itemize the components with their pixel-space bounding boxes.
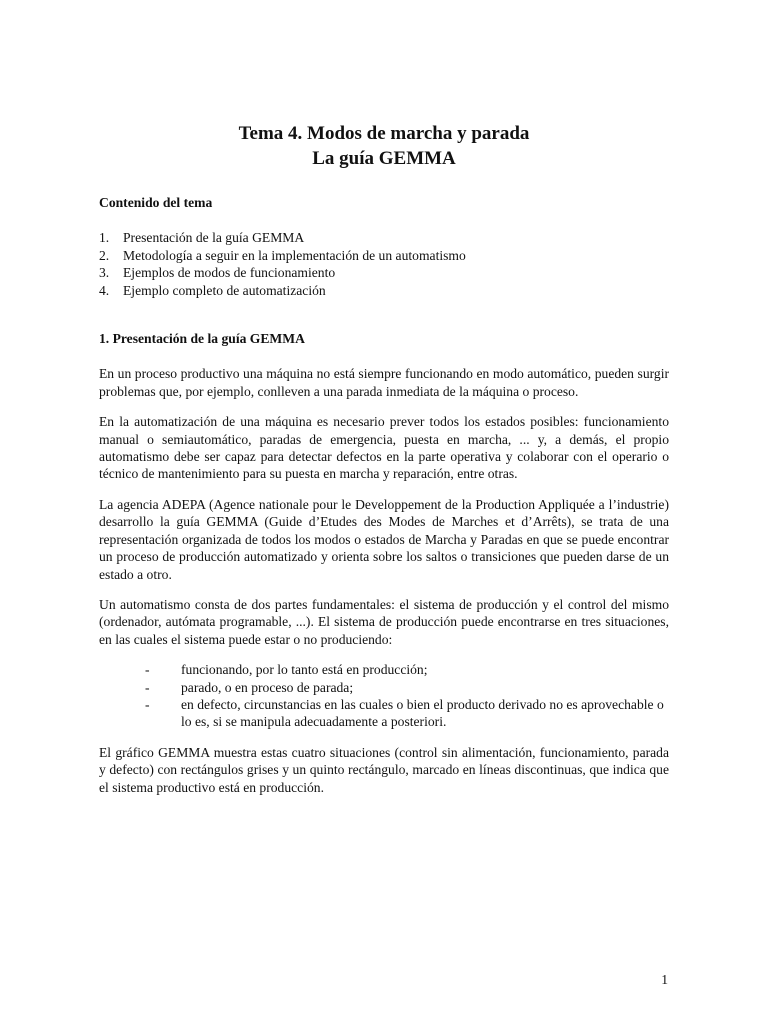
body-paragraph: En la automatización de una máquina es necesario prever todos los estados posibles: funcionamiento manual o semiautomático, paradas de emergencia, puesta en marcha, ... y, a demás, el propio automatismo debe ser capaz para detectar defectos en la parte operativa y colaborar con el operario o técnico de mantenimiento para su puesta en marcha y reparación, entre otras. bbox=[99, 414, 669, 482]
table-of-contents bbox=[99, 229, 669, 299]
page-number: 1 bbox=[661, 972, 668, 987]
list-item-text: parado, o en proceso de parada; bbox=[181, 679, 354, 695]
body-paragraph: Un automatismo consta de dos partes fundamentales: el sistema de producción y el control del mismo (ordenador, autómata programable, ...). El sistema de producción puede encontrarse en tres situaciones, en las cuales el sistema puede estar o no produciendo: bbox=[99, 596, 669, 647]
list-bullet: - bbox=[145, 679, 150, 695]
list-item-text: en defecto, circunstancias en las cuales o bien el producto derivado no es aprovechable o lo es, si se manipula adecuadamente a posteriori. bbox=[181, 696, 664, 730]
list-item bbox=[145, 661, 669, 678]
list-item-text: funcionando, por lo tanto está en producción; bbox=[181, 662, 428, 678]
title-line-1: Tema 4. Modos de marcha y parada bbox=[238, 123, 530, 144]
toc-item-text: Ejemplo completo de automatización bbox=[123, 282, 326, 298]
body-paragraph: En un proceso productivo una máquina no está siempre funcionando en modo automático, pueden surgir problemas que, por ejemplo, conlleven a una parada inmediata de la máquina o proceso. bbox=[99, 366, 669, 399]
toc-item bbox=[99, 264, 669, 281]
section-heading: 1. Presentación de la guía GEMMA bbox=[99, 331, 305, 347]
toc-item-text: Metodología a seguir en la implementación de un automatismo bbox=[123, 247, 466, 263]
document-title bbox=[0, 121, 768, 171]
list-item bbox=[145, 679, 669, 696]
contents-heading: Contenido del tema bbox=[99, 195, 213, 210]
toc-item-text: Ejemplos de modos de funcionamiento bbox=[123, 265, 336, 281]
toc-item-number: 4. bbox=[99, 282, 110, 298]
list-bullet: - bbox=[145, 696, 150, 712]
toc-item-number: 2. bbox=[99, 247, 110, 263]
toc-item-number: 3. bbox=[99, 265, 110, 281]
list-bullet: - bbox=[145, 662, 150, 678]
document-body bbox=[99, 194, 669, 796]
toc-item-number: 1. bbox=[99, 230, 110, 246]
body-paragraph: La agencia ADEPA (Agence nationale pour le Developpement de la Production Appliquée a l’industrie) desarrollo la guía GEMMA (Guide d’Etudes des Modes de Marches et d’Arrêts), se trata de una representación organizada de todos los modos o estados de Marcha y Paradas en que se puede encontrar un proceso de producción automatizado y orienta sobre los saltos o transiciones que pueden darse de un estado a otro. bbox=[99, 496, 669, 582]
list-item bbox=[145, 696, 669, 731]
toc-item bbox=[99, 282, 669, 299]
toc-item bbox=[99, 247, 669, 264]
toc-item bbox=[99, 229, 669, 246]
toc-item-text: Presentación de la guía GEMMA bbox=[123, 230, 305, 246]
title-line-2: La guía GEMMA bbox=[312, 148, 456, 169]
situation-list bbox=[99, 661, 669, 731]
body-paragraph: El gráfico GEMMA muestra estas cuatro situaciones (control sin alimentación, funcionamiento, parada y defecto) con rectángulos grises y un quinto rectángulo, marcado en líneas discontinuas, que indica que el sistema productivo está en producción. bbox=[99, 744, 669, 795]
